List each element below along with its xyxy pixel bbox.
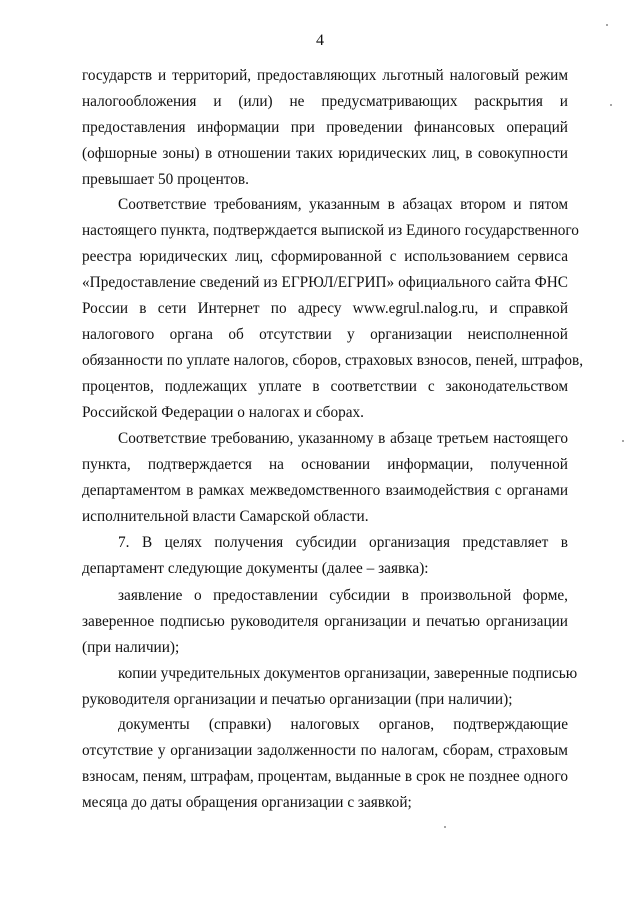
text-line: процентов, подлежащих уплате в соответствии с законодательством bbox=[82, 378, 568, 395]
text-line: копии учредительных документов организации, заверенные подписью bbox=[118, 665, 578, 682]
paragraph-offshore-continuation bbox=[82, 63, 568, 193]
text-line: Соответствие требованию, указанному в абзаце третьем настоящего bbox=[118, 430, 568, 447]
text-line: исполнительной власти Самарской области. bbox=[82, 508, 369, 525]
scan-speck bbox=[444, 826, 446, 828]
paragraph-item-7 bbox=[82, 530, 568, 582]
text-line: (офшорные зоны) в отношении таких юридических лиц, в совокупности bbox=[82, 145, 568, 162]
text-line: месяца до даты обращения организации с заявкой; bbox=[82, 794, 412, 811]
text-line: заявление о предоставлении субсидии в произвольной форме, bbox=[118, 587, 568, 604]
text-line: «Предоставление сведений из ЕГРЮЛ/ЕГРИП» официального сайта ФНС bbox=[82, 274, 568, 291]
text-line: департамент следующие документы (далее – заявка): bbox=[82, 560, 429, 577]
paragraph-founding-documents bbox=[82, 661, 578, 713]
text-line: пункта, подтверждается на основании информации, полученной bbox=[82, 456, 568, 473]
text-line: заверенное подписью руководителя организации и печатью организации bbox=[82, 613, 568, 630]
text-line: налогообложения и (или) не предусматривающих раскрытия и bbox=[82, 93, 568, 110]
paragraph-compliance-interagency bbox=[82, 426, 568, 530]
paragraph-tax-certificates bbox=[82, 712, 568, 816]
text-line: государств и территорий, предоставляющих льготный налоговый режим bbox=[82, 67, 568, 84]
paragraph-application bbox=[82, 583, 568, 661]
text-line: Российской Федерации о налогах и сборах. bbox=[82, 404, 365, 421]
text-line: 7. В целях получения субсидии организация представляет в bbox=[118, 534, 568, 551]
text-line: департаментом в рамках межведомственного взаимодействия с органами bbox=[82, 482, 568, 499]
text-line: настоящего пункта, подтверждается выпиской из Единого государственного bbox=[82, 222, 579, 239]
paragraph-compliance-egrul bbox=[82, 192, 584, 426]
text-line: взносам, пеням, штрафам, процентам, выданные в срок не позднее одного bbox=[82, 768, 568, 785]
text-line: предоставления информации при проведении финансовых операций bbox=[82, 119, 568, 136]
text-line: документы (справки) налоговых органов, подтверждающие bbox=[118, 716, 568, 733]
text-line: превышает 50 процентов. bbox=[82, 171, 249, 188]
text-line: Соответствие требованиям, указанным в абзацах втором и пятом bbox=[118, 196, 568, 213]
text-line: России в сети Интернет по адресу www.egrul.nalog.ru, и справкой bbox=[82, 300, 568, 317]
text-line: налогового органа об отсутствии у организации неисполненной bbox=[82, 326, 568, 343]
page-number: 4 bbox=[316, 32, 324, 49]
scan-speck bbox=[606, 24, 608, 26]
text-line: (при наличии); bbox=[82, 639, 180, 656]
text-line: реестра юридических лиц, сформированной с использованием сервиса bbox=[82, 248, 568, 265]
scan-speck bbox=[610, 104, 612, 106]
text-line: отсутствие у организации задолженности по налогам, сборам, страховым bbox=[82, 742, 568, 759]
scan-speck bbox=[622, 440, 624, 442]
text-line: обязанности по уплате налогов, сборов, страховых взносов, пеней, штрафов, bbox=[82, 352, 584, 369]
text-line: руководителя организации и печатью организации (при наличии); bbox=[82, 691, 513, 708]
